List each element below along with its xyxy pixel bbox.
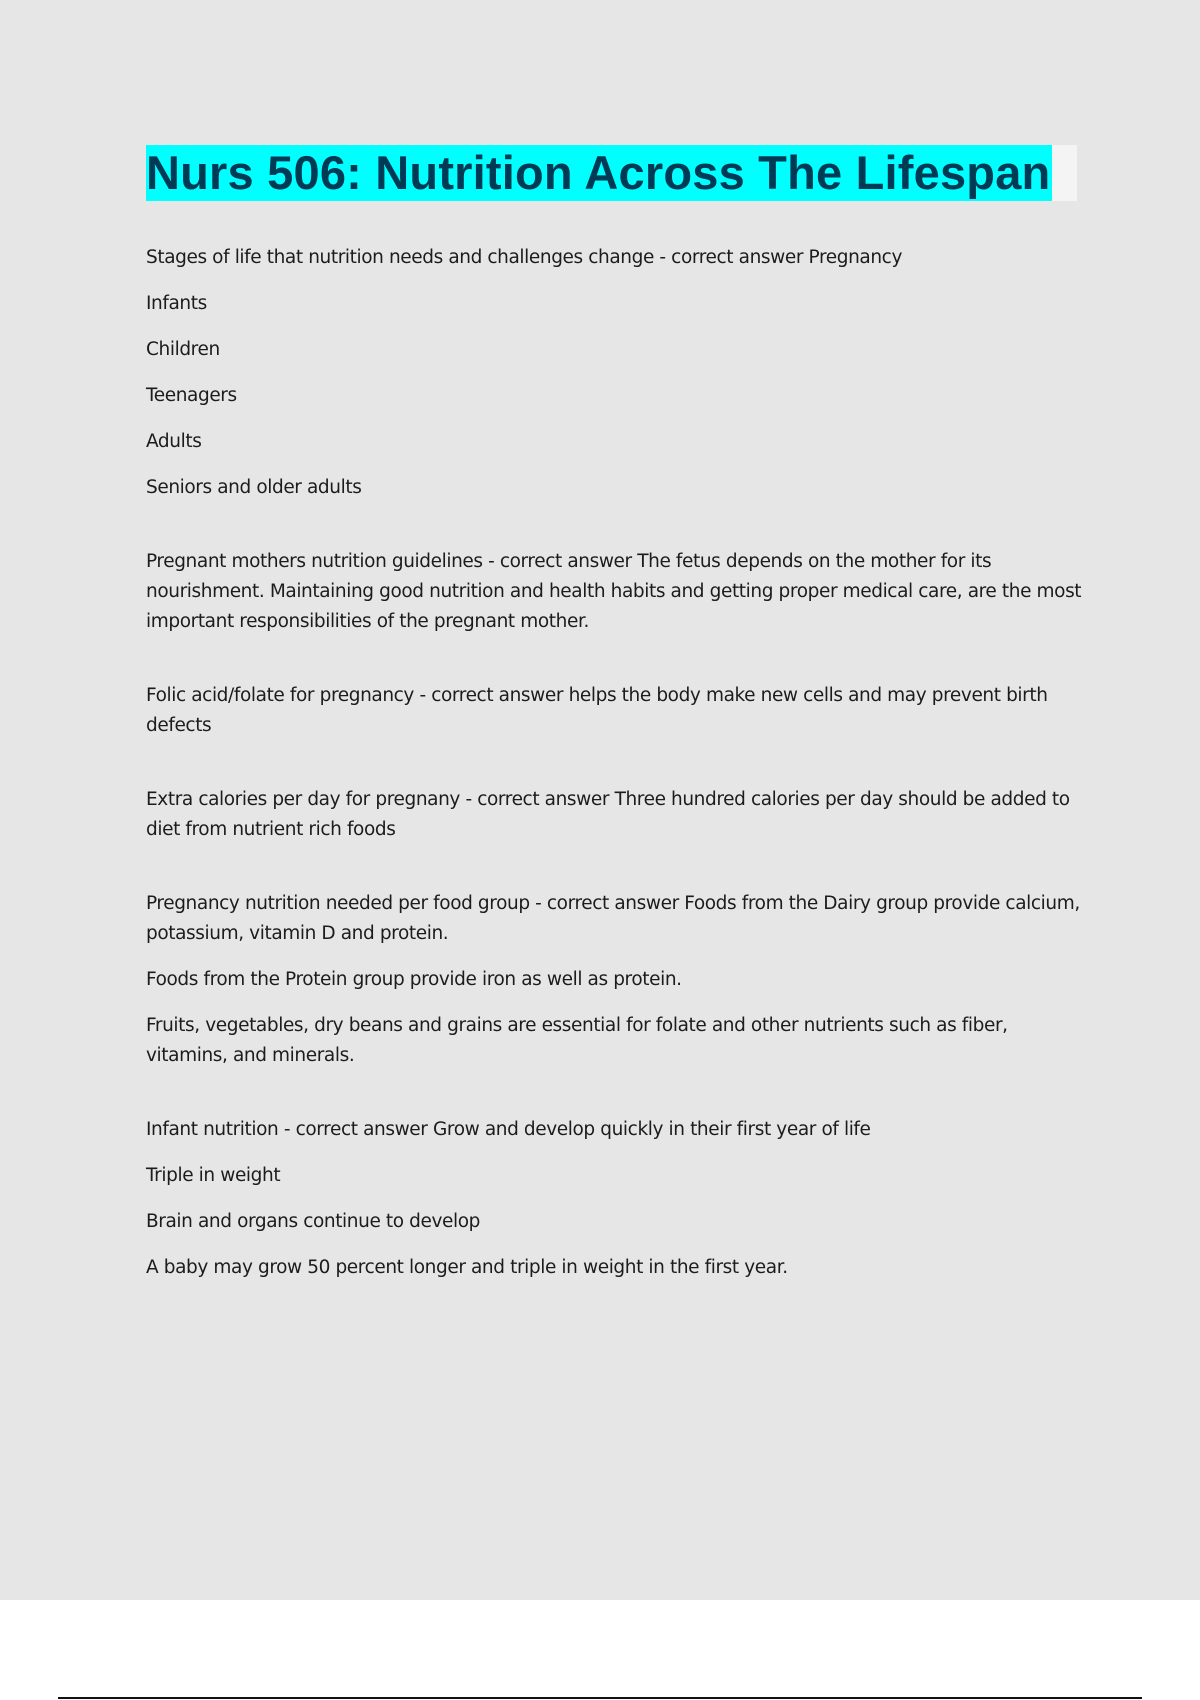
qa-paragraph: A baby may grow 50 percent longer and triple in weight in the first year. bbox=[146, 1257, 788, 1278]
qa-paragraph: Folic acid/folate for pregnancy - correct answer helps the body make new cells and may prevent birth defects bbox=[146, 685, 1048, 736]
qa-paragraph: Foods from the Protein group provide iron as well as protein. bbox=[146, 969, 682, 990]
qa-paragraph: Infants bbox=[146, 293, 207, 314]
qa-paragraph: Pregnancy nutrition needed per food group - correct answer Foods from the Dairy group provide calcium, potassium, vitamin D and protein. bbox=[146, 893, 1080, 944]
qa-food-groups bbox=[146, 889, 1086, 1071]
qa-paragraph: Children bbox=[146, 339, 220, 360]
document-content bbox=[146, 145, 1086, 1299]
qa-paragraph: Adults bbox=[146, 431, 202, 452]
document-title: Nurs 506: Nutrition Across The Lifespan bbox=[146, 146, 1051, 199]
qa-paragraph: Seniors and older adults bbox=[146, 477, 362, 498]
qa-extra-calories bbox=[146, 785, 1086, 845]
qa-paragraph: Fruits, vegetables, dry beans and grains are essential for folate and other nutrients such as fiber, vitamins, and minerals. bbox=[146, 1015, 1008, 1066]
qa-infant-nutrition bbox=[146, 1115, 1086, 1283]
qa-paragraph: Teenagers bbox=[146, 385, 237, 406]
qa-paragraph: Extra calories per day for pregnany - correct answer Three hundred calories per day should be added to diet from nutrient rich foods bbox=[146, 789, 1070, 840]
qa-paragraph: Pregnant mothers nutrition guidelines - correct answer The fetus depends on the mother for its nourishment. Maintaining good nutrition and health habits and getting proper medical care, are the most important responsibilities of the pregnant mother. bbox=[146, 551, 1082, 632]
qa-folic-acid bbox=[146, 681, 1086, 741]
qa-paragraph: Brain and organs continue to develop bbox=[146, 1211, 481, 1232]
qa-stages-of-life bbox=[146, 243, 1086, 503]
qa-pregnant-mothers bbox=[146, 547, 1086, 637]
qa-paragraph: Stages of life that nutrition needs and challenges change - correct answer Pregnancy bbox=[146, 247, 903, 268]
footer-divider bbox=[58, 1697, 1142, 1699]
qa-paragraph: Infant nutrition - correct answer Grow and develop quickly in their first year of life bbox=[146, 1119, 871, 1140]
title-block bbox=[146, 145, 1077, 201]
qa-paragraph: Triple in weight bbox=[146, 1165, 281, 1186]
